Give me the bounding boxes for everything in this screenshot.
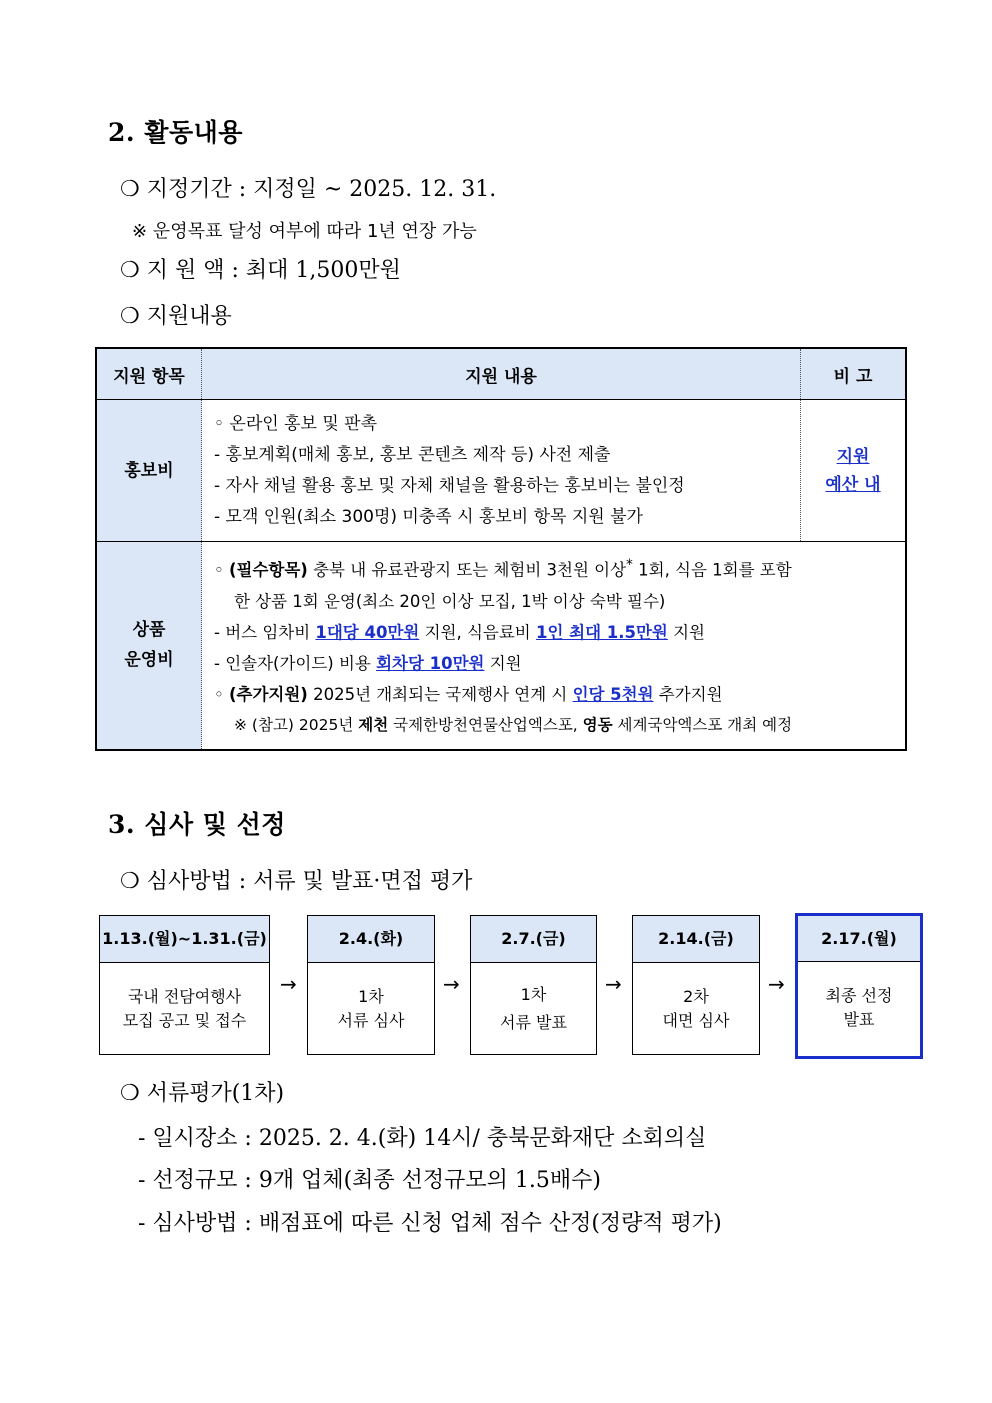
promo-note [801, 400, 907, 542]
product-category [96, 542, 202, 750]
step-desc [471, 963, 596, 1054]
promo-content [202, 400, 801, 542]
content-item: ❍ 지원내용 [120, 304, 232, 329]
promo-line: - 자사 채널 활용 홍보 및 자체 채널을 활용하는 홍보비는 불인정 [214, 475, 685, 496]
extra-amount: 인당 5천원 [572, 684, 654, 704]
step-date: 2.7.(금) [471, 916, 596, 963]
city-jecheon: 제천 [358, 715, 389, 734]
text: 2025년 개최되는 국제행사 연계 시 [307, 684, 573, 704]
text: 국제한방천연물산업엑스포, [388, 715, 583, 734]
table-row-promo [96, 400, 906, 542]
promo-line: ◦ 온라인 홍보 및 판촉 [214, 413, 378, 434]
product-category-line2: 운영비 [124, 650, 174, 671]
promo-category: 홍보비 [96, 400, 202, 542]
bus-amount: 1대당 40만원 [315, 622, 420, 642]
product-content [202, 542, 907, 750]
text: 지원, 식음료비 [419, 622, 536, 642]
text: 지원 [484, 653, 522, 673]
extra-label: (추가지원) [228, 684, 308, 704]
product-line-2: 한 상품 1회 운영(최소 20인 이상 모집, 1박 이상 숙박 필수) [234, 591, 666, 611]
doc-eval-item: ❍ 서류평가(1차) [120, 1081, 285, 1106]
step-desc-line: 1차 [358, 986, 384, 1006]
process-step-4 [632, 915, 760, 1055]
header-category: 지원 항목 [96, 348, 202, 400]
doc-eval-schedule: - 일시장소 : 2025. 2. 4.(화) 14시/ 충북문화재단 소회의실 [138, 1126, 707, 1151]
product-line-6 [214, 710, 899, 741]
support-table-header [96, 348, 906, 400]
step-desc-line: 2차 [683, 986, 709, 1006]
step-desc [100, 963, 269, 1054]
table-row-product [96, 542, 906, 750]
step-date: 1.13.(월)~1.31.(금) [100, 916, 269, 963]
city-yeongdong: 영동 [582, 715, 613, 734]
step-desc [308, 963, 434, 1054]
process-step-5 [795, 913, 923, 1059]
period-item: ❍ 지정기간 : 지정일 ~ 2025. 12. 31. [120, 177, 497, 202]
process-step-2 [307, 915, 435, 1055]
text: ※ (참고) 2025년 [234, 715, 359, 734]
footnote-mark: * [626, 557, 633, 573]
arrow-icon: → [768, 972, 785, 996]
promo-line: - 모객 인원(최소 300명) 미충족 시 홍보비 항목 지원 불가 [214, 506, 643, 527]
product-category-line1: 상품 [132, 620, 166, 641]
text: 충북 내 유료관광지 또는 체험비 3천원 이상 [307, 560, 627, 580]
product-line-1 [214, 550, 899, 586]
bullet: ◦ [214, 684, 229, 704]
doc-eval-method: - 심사방법 : 배점표에 따른 신청 업체 점수 산정(정량적 평가) [138, 1211, 722, 1236]
step-desc-line: 국내 전담여행사 [127, 986, 242, 1006]
arrow-icon: → [443, 972, 460, 996]
promo-line: - 홍보계획(매체 홍보, 홍보 콘텐츠 제작 등) 사전 제출 [214, 444, 611, 465]
text: 세계국악엑스포 개최 예정 [612, 715, 793, 734]
step-desc-line: 서류 심사 [337, 1010, 405, 1030]
process-step-1 [99, 915, 270, 1055]
guide-amount: 회차당 10만원 [376, 653, 485, 673]
section2-title: 2. 활동내용 [108, 118, 243, 147]
step-desc-line: 1차 [520, 984, 547, 1004]
step-desc-line: 최종 선정 [825, 985, 893, 1005]
text: 지원 [667, 622, 705, 642]
step-desc-line: 대면 심사 [662, 1010, 730, 1030]
period-note: ※ 운영목표 달성 여부에 따라 1년 연장 가능 [132, 221, 477, 242]
promo-note-line2: 예산 내 [825, 474, 881, 495]
meal-amount: 1인 최대 1.5만원 [535, 622, 668, 642]
required-label: (필수항목) [228, 560, 308, 580]
step-desc-line: 서류 발표 [500, 1012, 567, 1032]
support-table [95, 347, 907, 751]
header-note: 비 고 [801, 348, 907, 400]
arrow-icon: → [605, 972, 622, 996]
process-step-3 [470, 915, 597, 1055]
step-desc [798, 962, 920, 1053]
text: 1회, 식음 1회를 포함 [632, 560, 792, 580]
section3-title: 3. 심사 및 선정 [108, 810, 286, 839]
promo-note-line1: 지원 [836, 446, 870, 467]
step-date: 2.4.(화) [308, 916, 434, 963]
doc-eval-scale: - 선정규모 : 9개 업체(최종 선정규모의 1.5배수) [138, 1168, 601, 1193]
text: 추가지원 [653, 684, 723, 704]
product-line-4 [214, 648, 899, 679]
bullet: ◦ [214, 560, 229, 580]
step-date: 2.17.(월) [798, 916, 920, 962]
product-line-5 [214, 679, 899, 710]
method-item: ❍ 심사방법 : 서류 및 발표·면접 평가 [120, 869, 473, 894]
step-desc-line: 발표 [843, 1009, 875, 1029]
step-desc [633, 963, 759, 1054]
text: - 인솔자(가이드) 비용 [214, 653, 377, 673]
step-date: 2.14.(금) [633, 916, 759, 963]
text: - 버스 임차비 [214, 622, 316, 642]
arrow-icon: → [280, 972, 297, 996]
header-content: 지원 내용 [202, 348, 801, 400]
amount-item: ❍ 지 원 액 : 최대 1,500만원 [120, 258, 401, 283]
product-line-3 [214, 617, 899, 648]
step-desc-line: 모집 공고 및 접수 [122, 1010, 247, 1030]
